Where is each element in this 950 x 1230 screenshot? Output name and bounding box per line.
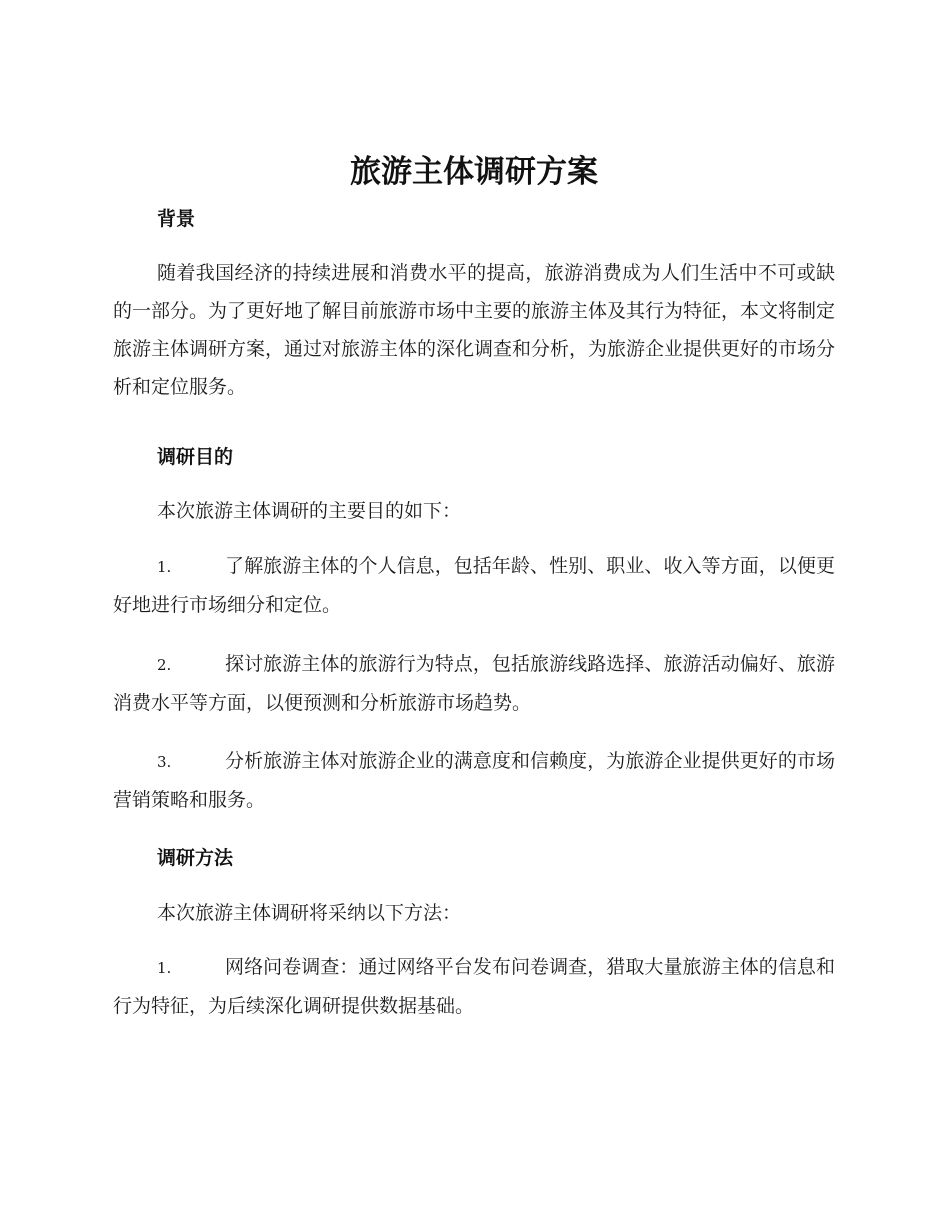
section-heading-method: 调研方法 <box>157 847 234 869</box>
section-heading-purpose: 调研目的 <box>157 446 234 468</box>
list-item-text: 网络问卷调查：通过网络平台发布问卷调查，猎取大量旅游主体的信息和行为特征，为后续深化调研提供数据基础。 <box>113 956 835 1017</box>
purpose-list-item <box>113 645 835 722</box>
list-number: 1. <box>157 558 172 576</box>
list-number: 3. <box>157 753 172 771</box>
purpose-intro: 本次旅游主体调研的主要目的如下： <box>157 500 462 522</box>
list-item-text: 了解旅游主体的个人信息，包括年龄、性别、职业、收入等方面，以便更好地进行市场细分和定位。 <box>113 555 835 616</box>
list-number: 2. <box>157 656 172 674</box>
section-heading-background: 背景 <box>157 208 196 230</box>
list-number: 1. <box>157 959 172 977</box>
list-item-text: 分析旅游主体对旅游企业的满意度和信赖度，为旅游企业提供更好的市场营销策略和服务。 <box>113 750 835 811</box>
method-intro: 本次旅游主体调研将采纳以下方法： <box>157 902 462 924</box>
document-title: 旅游主体调研方案 <box>350 154 598 190</box>
method-list-item <box>113 948 835 1025</box>
purpose-list-item <box>113 742 835 819</box>
list-item-text: 探讨旅游主体的旅游行为特点，包括旅游线路选择、旅游活动偏好、旅游消费水平等方面，以便预测和分析旅游市场趋势。 <box>113 653 835 714</box>
background-paragraph: 随着我国经济的持续进展和消费水平的提高，旅游消费成为人们生活中不可或缺的一部分。为了更好地了解目前旅游市场中主要的旅游主体及其行为特征，本文将制定旅游主体调研方案，通过对旅游主体的深化调查和分析，为旅游企业提供更好的市场分析和定位服务。 <box>113 262 836 398</box>
purpose-list-item <box>113 547 835 624</box>
